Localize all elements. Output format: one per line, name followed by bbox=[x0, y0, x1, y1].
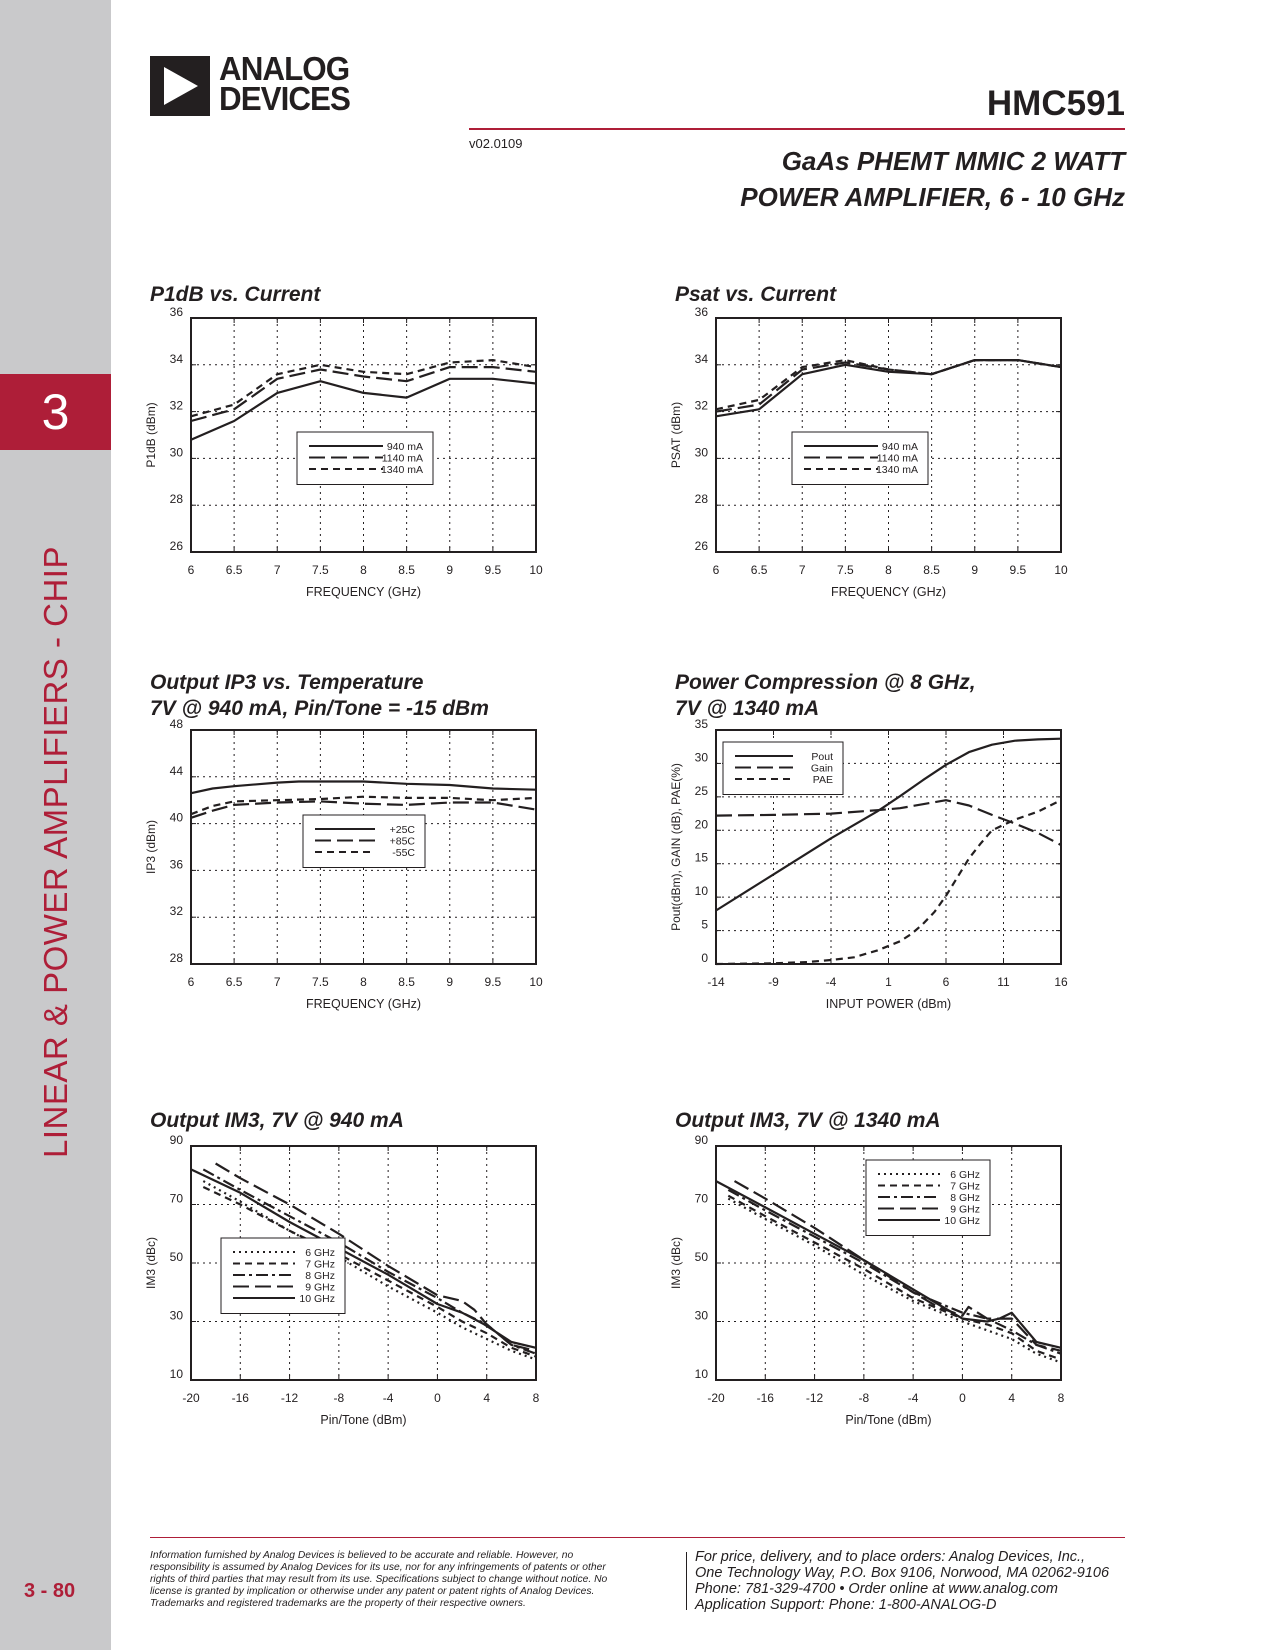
legend-label: +25C bbox=[389, 824, 415, 836]
x-tick-label: 8 bbox=[360, 975, 367, 989]
x-tick-label: 9.5 bbox=[1009, 563, 1027, 577]
legend-label: 10 GHz bbox=[299, 1293, 335, 1305]
series-line-pae bbox=[716, 800, 1061, 964]
chart-title-im3-940: Output IM3, 7V @ 940 mA bbox=[150, 1109, 404, 1132]
disclaimer-line: rights of third parties that may result from its use. Specifications subject to change without notice. No bbox=[150, 1574, 608, 1585]
x-tick-label: -12 bbox=[280, 1391, 299, 1405]
x-axis-label: Pin/Tone (dBm) bbox=[845, 1413, 932, 1427]
y-tick-label: 5 bbox=[701, 917, 708, 932]
disclaimer-line: responsibility is assumed by Analog Devices for its use, nor for any infringements of patents or other bbox=[150, 1562, 606, 1573]
legend-label: 1140 mA bbox=[876, 452, 918, 465]
x-tick-label: 7.5 bbox=[837, 563, 854, 577]
y-tick-label: 70 bbox=[694, 1191, 708, 1206]
y-tick-label: 36 bbox=[169, 857, 183, 872]
company-name-line1: ANALOG bbox=[219, 50, 350, 87]
x-axis-label: INPUT POWER (dBm) bbox=[825, 997, 952, 1011]
contact-line: One Technology Way, P.O. Box 9106, Norwood, MA 02062-9106 bbox=[695, 1565, 1110, 1581]
x-axis-label: FREQUENCY (GHz) bbox=[305, 585, 422, 599]
y-tick-label: 40 bbox=[169, 810, 183, 825]
legend-label: 940 mA bbox=[881, 441, 918, 453]
y-tick-label: 26 bbox=[169, 539, 183, 553]
y-tick-label: 90 bbox=[169, 1133, 183, 1147]
x-tick-label: 8 bbox=[532, 1391, 540, 1405]
legend-label: 7 GHz bbox=[950, 1180, 980, 1193]
chart-title-ip3 bbox=[150, 670, 489, 722]
legend-label: +85C bbox=[389, 835, 415, 848]
footer-disclaimer bbox=[150, 1550, 677, 1610]
chart-title-ip3-line2: 7V @ 940 mA, Pin/Tone = -15 dBm bbox=[150, 697, 489, 720]
y-tick-label: 32 bbox=[694, 398, 708, 413]
chart-title-compression-line2: 7V @ 1340 mA bbox=[675, 697, 820, 720]
x-tick-label: 6.5 bbox=[750, 563, 768, 577]
y-tick-label: 10 bbox=[694, 884, 708, 899]
x-tick-label: 7 bbox=[273, 975, 281, 989]
disclaimer-line: license is granted by implication or otherwise under any patent or patent rights of Analog Devices. bbox=[150, 1586, 595, 1597]
chart-title-p1db: P1dB vs. Current bbox=[150, 283, 321, 306]
x-tick-label: 8.5 bbox=[398, 563, 415, 577]
x-tick-label: -4 bbox=[382, 1391, 394, 1405]
y-tick-label: 36 bbox=[169, 305, 183, 319]
x-tick-label: 11 bbox=[997, 975, 1010, 989]
x-tick-label: -16 bbox=[231, 1391, 249, 1405]
chart-psat bbox=[669, 305, 1105, 628]
x-tick-label: 4 bbox=[1008, 1391, 1016, 1405]
legend-label: 1340 mA bbox=[380, 464, 423, 476]
legend-label: 10 GHz bbox=[944, 1215, 980, 1227]
x-tick-label: 8 bbox=[360, 563, 367, 577]
x-tick-label: 10 bbox=[529, 975, 543, 989]
x-axis-label: FREQUENCY (GHz) bbox=[830, 585, 947, 599]
chart-compression bbox=[669, 717, 1105, 1040]
y-axis-label: PSAT (dBm) bbox=[669, 401, 683, 469]
y-tick-label: 25 bbox=[694, 783, 708, 798]
company-name bbox=[219, 50, 350, 117]
x-tick-label: 4 bbox=[483, 1391, 491, 1405]
legend-label: 7 GHz bbox=[305, 1258, 335, 1271]
x-tick-label: 10 bbox=[1054, 563, 1068, 577]
x-tick-label: -20 bbox=[707, 1391, 725, 1405]
chart-im3-1340 bbox=[669, 1133, 1105, 1456]
x-tick-label: 8.5 bbox=[398, 975, 415, 989]
x-tick-label: 7.5 bbox=[312, 563, 329, 577]
section-title: LINEAR & POWER AMPLIFIERS - CHIP bbox=[37, 546, 74, 1158]
x-tick-label: -20 bbox=[182, 1391, 200, 1405]
x-tick-label: -8 bbox=[333, 1391, 345, 1405]
series-line-1140-ma bbox=[191, 367, 536, 421]
y-tick-label: 15 bbox=[694, 850, 708, 865]
series-line-1340-ma bbox=[191, 360, 536, 416]
chart-title-compression bbox=[675, 670, 976, 722]
y-tick-label: 10 bbox=[169, 1367, 183, 1381]
subtitle-line2: POWER AMPLIFIER, 6 - 10 GHz bbox=[740, 182, 1125, 212]
chart-im3-940 bbox=[144, 1133, 580, 1456]
y-tick-label: 70 bbox=[169, 1191, 183, 1206]
x-tick-label: 1 bbox=[885, 975, 892, 989]
x-tick-label: -8 bbox=[858, 1391, 870, 1405]
y-tick-label: 30 bbox=[694, 750, 708, 765]
legend-label: PAE bbox=[812, 774, 833, 786]
chart-title-ip3-line1: Output IP3 vs. Temperature bbox=[150, 671, 424, 694]
x-tick-label: -4 bbox=[907, 1391, 919, 1405]
chart-ip3 bbox=[144, 717, 580, 1040]
x-tick-label: 0 bbox=[434, 1391, 441, 1405]
y-tick-label: 30 bbox=[169, 1308, 183, 1323]
part-number: HMC591 bbox=[986, 84, 1125, 123]
y-tick-label: 30 bbox=[169, 445, 183, 460]
x-tick-label: 9 bbox=[446, 563, 454, 577]
y-axis-label: Pout(dBm), GAIN (dB), PAE(%) bbox=[669, 763, 683, 931]
x-tick-label: -14 bbox=[707, 975, 725, 989]
y-axis-label: IM3 (dBc) bbox=[669, 1236, 683, 1290]
chart-title-psat: Psat vs. Current bbox=[675, 283, 837, 306]
x-axis-label: FREQUENCY (GHz) bbox=[305, 997, 422, 1011]
x-tick-label: 6 bbox=[187, 563, 195, 577]
legend-label: 1340 mA bbox=[875, 464, 918, 476]
x-tick-label: 6 bbox=[942, 975, 950, 989]
y-tick-label: 50 bbox=[169, 1250, 183, 1264]
chart-title-compression-line1: Power Compression @ 8 GHz, bbox=[675, 671, 976, 694]
legend-label: 8 GHz bbox=[950, 1192, 980, 1204]
y-tick-label: 28 bbox=[169, 951, 183, 965]
y-tick-label: 30 bbox=[694, 1308, 708, 1323]
x-tick-label: 16 bbox=[1054, 975, 1068, 989]
y-tick-label: 26 bbox=[694, 539, 708, 553]
legend-label: Pout bbox=[811, 751, 833, 763]
x-tick-label: -9 bbox=[768, 975, 779, 989]
x-tick-label: 7 bbox=[798, 563, 806, 577]
x-tick-label: 6 bbox=[712, 563, 720, 577]
y-tick-label: 32 bbox=[169, 904, 183, 919]
legend-label: 6 GHz bbox=[305, 1247, 335, 1259]
contact-line: Phone: 781-329-4700 • Order online at www.analog.com bbox=[695, 1581, 1058, 1597]
y-tick-label: 20 bbox=[694, 817, 708, 832]
y-tick-label: 32 bbox=[169, 398, 183, 413]
x-tick-label: -4 bbox=[825, 975, 837, 989]
version: v02.0109 bbox=[469, 136, 523, 151]
legend-label: 9 GHz bbox=[305, 1281, 335, 1294]
x-axis-label: Pin/Tone (dBm) bbox=[320, 1413, 407, 1427]
x-tick-label: 10 bbox=[529, 563, 543, 577]
x-tick-label: 8 bbox=[885, 563, 892, 577]
y-tick-label: 48 bbox=[169, 717, 183, 731]
x-tick-label: 7 bbox=[273, 563, 281, 577]
legend-label: 8 GHz bbox=[305, 1270, 335, 1282]
contact-line: Application Support: Phone: 1-800-ANALOG-D bbox=[695, 1597, 997, 1613]
chapter-tab: 3 bbox=[0, 374, 111, 450]
y-tick-label: 35 bbox=[694, 717, 708, 731]
y-tick-label: 44 bbox=[169, 763, 183, 778]
x-tick-label: 9 bbox=[446, 975, 454, 989]
x-tick-label: 6.5 bbox=[225, 563, 243, 577]
legend-label: 9 GHz bbox=[950, 1203, 980, 1216]
x-tick-label: 9.5 bbox=[484, 975, 502, 989]
legend-label: -55C bbox=[392, 847, 415, 859]
chart-title-im3-1340: Output IM3, 7V @ 1340 mA bbox=[675, 1109, 941, 1132]
disclaimer-line: Trademarks and registered trademarks are the property of their respective owners. bbox=[150, 1598, 526, 1609]
y-axis-label: P1dB (dBm) bbox=[144, 402, 158, 468]
x-tick-label: 8 bbox=[1057, 1391, 1065, 1405]
y-tick-label: 28 bbox=[169, 492, 183, 507]
footer-rule bbox=[150, 1537, 1125, 1538]
x-tick-label: -12 bbox=[805, 1391, 824, 1405]
y-tick-label: 50 bbox=[694, 1250, 708, 1264]
x-tick-label: 8.5 bbox=[923, 563, 940, 577]
y-tick-label: 0 bbox=[701, 951, 708, 965]
y-tick-label: 34 bbox=[169, 351, 183, 366]
x-tick-label: 6.5 bbox=[225, 975, 243, 989]
x-tick-label: 7.5 bbox=[312, 975, 329, 989]
disclaimer-line: Information furnished by Analog Devices is believed to be accurate and reliable. However, no bbox=[150, 1550, 574, 1561]
y-tick-label: 28 bbox=[694, 492, 708, 507]
legend-label: 940 mA bbox=[386, 441, 423, 453]
chart-p1db bbox=[144, 305, 580, 628]
y-tick-label: 90 bbox=[694, 1133, 708, 1147]
x-tick-label: 0 bbox=[959, 1391, 966, 1405]
footer-divider bbox=[686, 1552, 687, 1610]
legend-label: 1140 mA bbox=[381, 452, 423, 465]
y-tick-label: 36 bbox=[694, 305, 708, 319]
y-tick-label: 34 bbox=[694, 351, 708, 366]
subtitle-line1: GaAs PHEMT MMIC 2 WATT bbox=[781, 146, 1125, 176]
analog-devices-logo-icon bbox=[150, 56, 210, 116]
footer-contact bbox=[695, 1549, 1109, 1613]
y-tick-label: 10 bbox=[694, 1367, 708, 1381]
legend-label: Gain bbox=[810, 762, 833, 775]
y-axis-label: IP3 (dBm) bbox=[144, 819, 158, 875]
x-tick-label: 6 bbox=[187, 975, 195, 989]
x-tick-label: -16 bbox=[756, 1391, 774, 1405]
company-name-line2: DEVICES bbox=[219, 80, 350, 117]
page-number: 3 - 80 bbox=[24, 1580, 76, 1602]
y-axis-label: IM3 (dBc) bbox=[144, 1236, 158, 1290]
x-tick-label: 9 bbox=[971, 563, 979, 577]
y-tick-label: 30 bbox=[694, 445, 708, 460]
contact-line: For price, delivery, and to place orders: Analog Devices, Inc., bbox=[695, 1549, 1086, 1565]
product-subtitle bbox=[740, 143, 1125, 215]
x-tick-label: 9.5 bbox=[484, 563, 502, 577]
legend-label: 6 GHz bbox=[950, 1169, 980, 1181]
header-rule bbox=[469, 128, 1125, 130]
